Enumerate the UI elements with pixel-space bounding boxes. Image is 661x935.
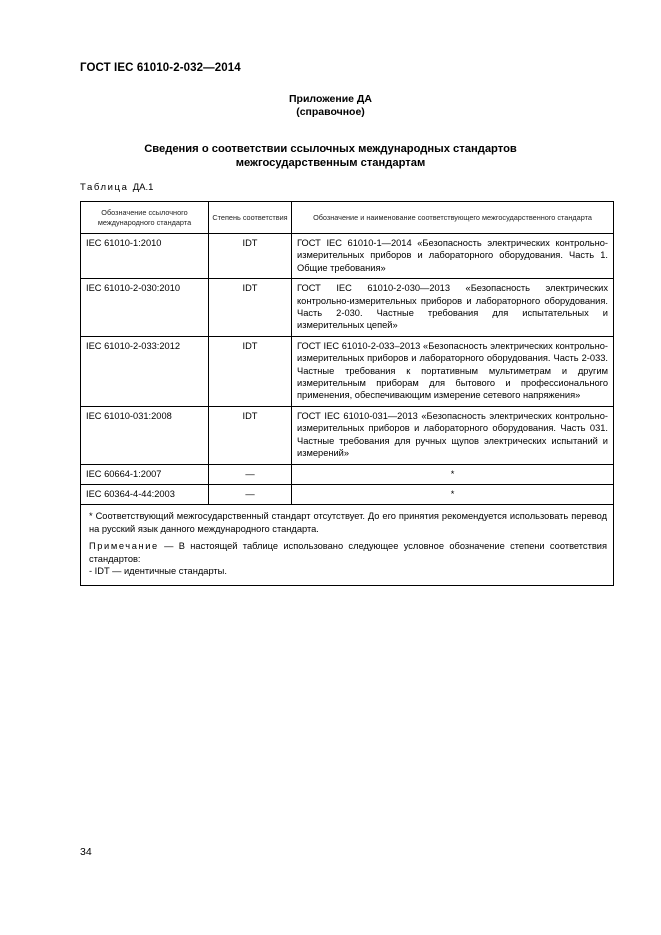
header-reference-standard: Обозначение ссылочного международного стандарта [81,202,209,234]
row-degree: IDT [209,279,292,337]
row-degree: — [209,464,292,484]
row-degree: — [209,484,292,504]
table-header-row [81,202,614,234]
table-row [81,234,614,279]
note-item: - IDT — идентичные стандарты. [89,565,227,576]
row-gost: ГОСТ IEC 61010-2-033–2013 «Безопасность электрических контрольно-измерительных приборов и лабораторного оборудования. Часть 2-033. Частные требования к портативным мультиметрам и другим измерительным приборам для бытового и профессионального применения, обеспечивающим измерение сетевого напряжения» [292,336,614,406]
note-text: — В настоящей таблице использовано следующее условное обозначение степени соответствия стандартов: [89,541,607,564]
note-label: Примечание [89,541,159,552]
row-gost: * [292,464,614,484]
header-interstate-standard: Обозначение и наименование соответствующего межгосударственного стандарта [292,202,614,234]
annex-heading-line-2: межгосударственным стандартам [235,157,426,169]
annex-title-line: Приложение ДА [289,93,372,105]
header-degree: Степень соответствия [209,202,292,234]
table-notes [81,505,614,586]
correspondence-table [80,201,614,586]
table-row [81,464,614,484]
row-code: IEC 60664-1:2007 [81,464,209,484]
row-degree: IDT [209,406,292,464]
row-gost: ГОСТ IEC 61010-1—2014 «Безопасность электрических контрольно-измерительных приборов и лабораторного оборудования. Часть 1. Общие требования» [292,234,614,279]
row-gost: ГОСТ IEC 61010-2-030—2013 «Безопасность электрических контрольно-измерительных приборов и лабораторного оборудования. Часть 2-030. Частные требования для испытательных и измерительных цепей» [292,279,614,337]
page-number: 34 [80,846,92,858]
annex-heading [0,142,661,170]
annex-heading-line-1: Сведения о соответствии ссылочных международных стандартов [144,143,517,155]
row-code: IEC 61010-1:2010 [81,234,209,279]
row-gost: * [292,484,614,504]
document-code: ГОСТ IEC 61010-2-032—2014 [80,62,241,74]
table-caption [80,182,153,193]
table-footnote: * Соответствующий межгосударственный стандарт отсутствует. До его принятия рекомендуется использовать перевод на русский язык данного международного стандарта. [89,511,607,534]
annex-subtitle: (справочное) [296,106,365,118]
table-row [81,484,614,504]
row-code: IEC 61010-2-030:2010 [81,279,209,337]
table-note [89,540,607,565]
table-row [81,406,614,464]
annex-title [0,93,661,119]
row-gost: ГОСТ IEC 61010-031—2013 «Безопасность электрических контрольно-измерительных приборов и лабораторного оборудования. Часть 031. Частные требования для ручных щупов электрических испытаний и измерений» [292,406,614,464]
table-row [81,279,614,337]
row-code: IEC 61010-031:2008 [81,406,209,464]
table-row [81,336,614,406]
table-notes-row [81,505,614,586]
row-degree: IDT [209,336,292,406]
table-caption-label: Таблица [80,182,129,193]
table-caption-number: ДА.1 [132,182,154,193]
row-degree: IDT [209,234,292,279]
row-code: IEC 60364-4-44:2003 [81,484,209,504]
row-code: IEC 61010-2-033:2012 [81,336,209,406]
